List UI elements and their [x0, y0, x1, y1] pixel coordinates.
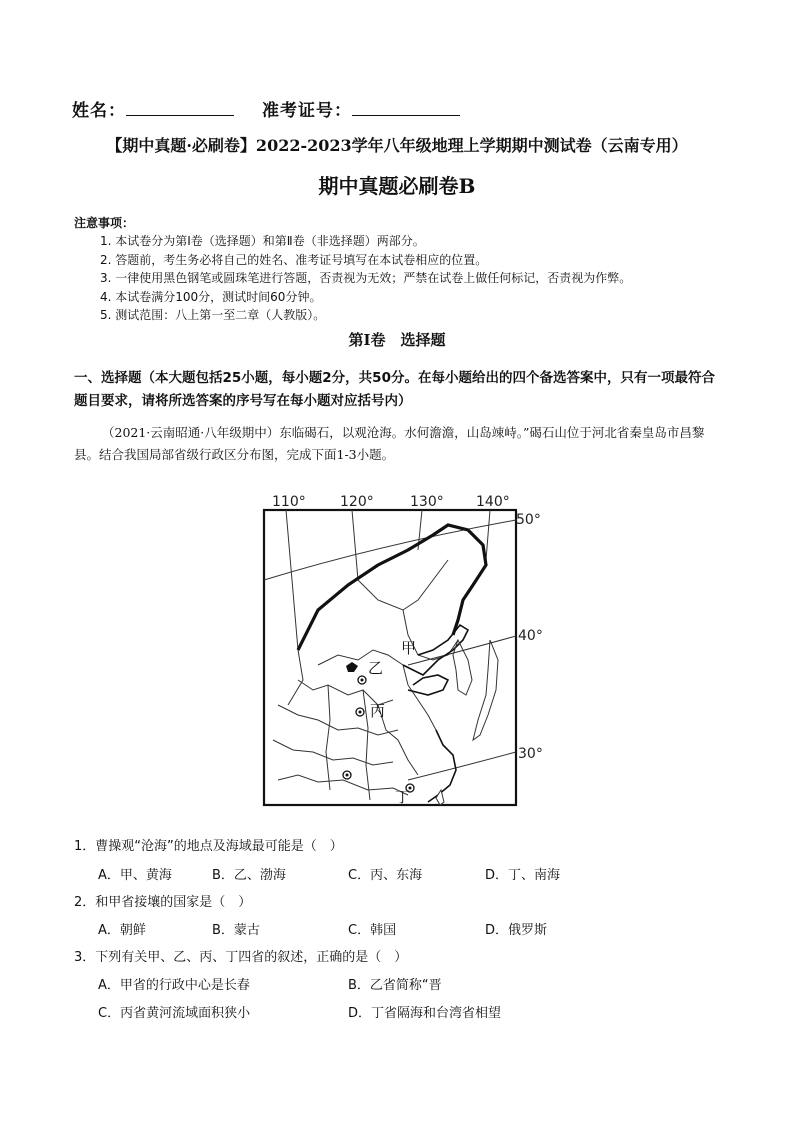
question-2-option-b[interactable]: B．蒙古: [212, 923, 260, 938]
question-1-option-b[interactable]: B．乙、渤海: [212, 868, 286, 883]
note-item: 4. 本试卷满分100分，测试时间60分钟。: [100, 289, 322, 304]
note-item: 1. 本试卷分为第Ⅰ卷（选择题）和第Ⅱ卷（非选择题）两部分。: [100, 234, 425, 248]
note-item: 2. 答题前，考生务必将自己的姓名、准考证号填写在本试卷相应的位置。: [100, 252, 488, 267]
question-3-stem: 3．下列有关甲、乙、丙、丁四省的叙述，正确的是（ ）: [74, 950, 408, 965]
section-title: 第Ⅰ卷 选择题: [348, 331, 446, 349]
province-label-yi: 乙: [368, 659, 384, 677]
province-label-bing: 丙: [370, 702, 386, 720]
province-map-svg: [258, 490, 543, 810]
question-1-option-a[interactable]: A．甲、黄海: [98, 868, 172, 883]
note-item: 5. 测试范围：八上第一至二章（人教版）。: [100, 308, 326, 323]
lon-label-130: 130°: [410, 494, 444, 510]
question-2-option-d[interactable]: D．俄罗斯: [485, 923, 548, 938]
lon-label-120: 120°: [340, 494, 374, 510]
exam-title: 【期中真题·必刷卷】2022-2023学年八年级地理上学期期中测试卷（云南专用）: [106, 136, 688, 155]
question-3-option-c[interactable]: C．丙省黄河流域面积狭小: [98, 1006, 251, 1021]
lat-label-40: 40°: [518, 628, 543, 644]
question-2-option-c[interactable]: C．韩国: [348, 923, 397, 938]
province-label-jia: 甲: [401, 639, 417, 657]
question-2-option-a[interactable]: A．朝鲜: [98, 923, 146, 938]
lat-label-50: 50°: [516, 512, 541, 528]
lon-label-140: 140°: [476, 494, 510, 510]
lon-label-110: 110°: [272, 494, 306, 510]
notes-title: 注意事项：: [74, 216, 135, 230]
question-3-option-a[interactable]: A．甲省的行政中心是长春: [98, 978, 250, 993]
question-2-stem: 2．和甲省接壤的国家是（ ）: [74, 895, 252, 910]
exam-subtitle: 期中真题必刷卷B: [318, 174, 476, 198]
candidate-info-line: [72, 96, 488, 121]
notes-list: [100, 232, 631, 325]
province-map: [258, 490, 543, 810]
lat-label-30: 30°: [518, 746, 543, 762]
section-instruction: 一、选择题（本大题包括25小题，每小题2分，共50分。在每小题给出的四个备选答案中，只有一项最符合题目要求，请将所选答案的序号写在每小题对应括号内）: [74, 370, 715, 409]
question-3-option-b[interactable]: B．乙省简称“晋: [348, 978, 442, 993]
question-1-option-d[interactable]: D．丁、南海: [485, 868, 561, 883]
name-blank[interactable]: [126, 101, 234, 116]
question-3-option-d[interactable]: D．丁省隔海和台湾省相望: [348, 1006, 502, 1021]
question-1-stem: 1．曹操观“沧海”的地点及海域最可能是（ ）: [74, 839, 343, 854]
map-frame: [264, 510, 516, 805]
question-1-option-c[interactable]: C．丙、东海: [348, 868, 423, 883]
exam-id-blank[interactable]: [352, 101, 460, 116]
exam-id-label: 准考证号：: [262, 101, 352, 121]
reading-passage: （2021·云南昭通·八年级期中）东临碣石，以观沧海。水何澹澹，山岛竦峙。”碣石山位于河北省秦皇岛市昌黎县。结合我国局部省级行政区分布图，完成下面1-3小题。: [74, 425, 705, 462]
province-label-ding: 丁: [395, 788, 411, 806]
note-item: 3. 一律使用黑色钢笔或圆珠笔进行答题，否责视为无效；严禁在试卷上做任何标记，否责视为作弊。: [100, 271, 632, 286]
name-label: 姓名：: [72, 101, 126, 121]
